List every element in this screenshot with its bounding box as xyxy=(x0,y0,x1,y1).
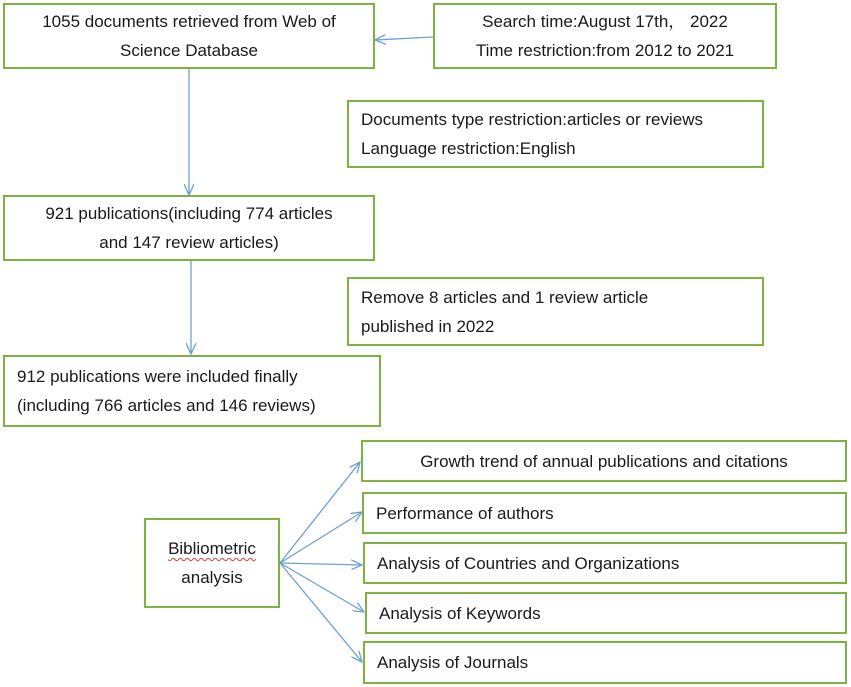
remove-line-2: published in 2022 xyxy=(361,316,495,336)
included-line-2: (including 766 articles and 146 reviews) xyxy=(17,396,316,415)
arrow-bibliometric-to-journals xyxy=(280,563,362,662)
bibliometric-box xyxy=(144,518,280,608)
time-restriction-line: Time restriction:from 2012 to 2021 xyxy=(475,41,735,60)
analysis-authors-label: Performance of authors xyxy=(376,503,554,523)
analysis-journals-label: Analysis of Journals xyxy=(377,653,529,672)
analysis-countries-box xyxy=(363,542,847,584)
analysis-keywords-box xyxy=(365,592,847,634)
retrieved-box xyxy=(3,3,375,69)
retrieved-line-1: 1055 documents retrieved from Web of xyxy=(42,12,336,31)
arrow-search-to-retrieved xyxy=(375,37,433,40)
language-line: Language restriction:English xyxy=(361,139,576,158)
remove-line-1: Remove 8 articles and 1 review article xyxy=(361,287,649,307)
arrow-bibliometric-to-countries xyxy=(280,563,362,565)
included-box xyxy=(3,355,381,427)
publications-box xyxy=(3,195,375,261)
analysis-authors-box xyxy=(362,492,847,534)
analysis-growth-label: Growth trend of annual publications and citations xyxy=(420,451,788,471)
arrow-bibliometric-to-authors xyxy=(280,512,362,563)
analysis-journals-box xyxy=(363,641,847,684)
restriction-box xyxy=(347,100,764,168)
analysis-keywords-label: Analysis of Keywords xyxy=(379,603,541,623)
bibliometric-word: Bibliometric xyxy=(168,539,256,558)
retrieved-line-2: Science Database xyxy=(120,41,258,60)
arrow-bibliometric-to-growth xyxy=(280,462,360,563)
arrow-bibliometric-to-keywords xyxy=(280,563,364,612)
document-type-line: Documents type restriction:articles or reviews xyxy=(361,110,704,129)
analysis-growth-box xyxy=(361,440,847,482)
publications-line-1: 921 publications(including 774 articles xyxy=(45,204,333,223)
remove-box xyxy=(347,277,764,346)
search-time-line: Search time:August 17th， 2022 xyxy=(482,12,728,31)
included-line-1: 912 publications were included finally xyxy=(17,367,298,386)
analysis-countries-label: Analysis of Countries and Organizations xyxy=(377,553,680,573)
search-time-box xyxy=(433,3,777,69)
publications-line-2: and 147 review articles) xyxy=(99,233,279,252)
analysis-word: analysis xyxy=(181,568,243,587)
